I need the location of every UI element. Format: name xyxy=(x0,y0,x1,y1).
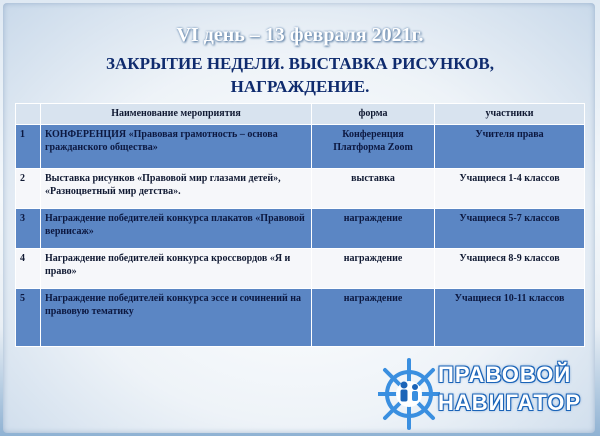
row-form: награждение xyxy=(312,249,435,289)
header-num xyxy=(16,104,41,125)
row-participants: Учащиеся 8-9 классов xyxy=(435,249,585,289)
header-participants: участники xyxy=(435,104,585,125)
row-num: 3 xyxy=(16,209,41,249)
row-event: Награждение победителей конкурса кроссвордов «Я и право» xyxy=(41,249,312,289)
logo-word-1: ПРАВОВОЙ xyxy=(438,362,572,387)
header-event: Наименование мероприятия xyxy=(41,104,312,125)
ship-wheel-icon xyxy=(378,354,440,432)
row-event: Выставка рисунков «Правовой мир глазами детей», «Разноцветный мир детства». xyxy=(41,169,312,209)
row-form: награждение xyxy=(312,209,435,249)
row-event: Награждение победителей конкурса эссе и сочинений на правовую тематику xyxy=(41,289,312,347)
table-row xyxy=(16,289,585,347)
table-row xyxy=(16,125,585,169)
slide-title-date: VI день – 13 февраля 2021г. xyxy=(176,24,424,46)
slide-subtitle xyxy=(0,52,600,98)
table-row xyxy=(16,169,585,209)
logo-word-2: НАВИГАТОР xyxy=(438,390,582,415)
row-num: 4 xyxy=(16,249,41,289)
header-form: форма xyxy=(312,104,435,125)
row-form-line2: Платформа Zoom xyxy=(333,142,413,153)
row-num: 1 xyxy=(16,125,41,169)
row-form: награждение xyxy=(312,289,435,347)
row-num: 2 xyxy=(16,169,41,209)
row-participants: Учащиеся 1-4 классов xyxy=(435,169,585,209)
row-event: Награждение победителей конкурса плакатов «Правовой вернисаж» xyxy=(41,209,312,249)
subtitle-line-2: НАГРАЖДЕНИЕ. xyxy=(230,77,370,96)
subtitle-line-1: ЗАКРЫТИЕ НЕДЕЛИ. ВЫСТАВКА РИСУНКОВ, xyxy=(106,54,494,73)
row-form: выставка xyxy=(312,169,435,209)
table-row xyxy=(16,209,585,249)
schedule-table xyxy=(15,103,585,347)
row-participants: Учащиеся 10-11 классов xyxy=(435,289,585,347)
row-form-line1: Конференция xyxy=(342,129,404,140)
row-participants: Учащиеся 5-7 классов xyxy=(435,209,585,249)
table-row xyxy=(16,249,585,289)
row-num: 5 xyxy=(16,289,41,347)
row-participants: Учителя права xyxy=(435,125,585,169)
table-header-row xyxy=(16,104,585,125)
row-form xyxy=(312,125,435,169)
row-event: КОНФЕРЕНЦИЯ «Правовая грамотность – основа гражданского общества» xyxy=(41,125,312,169)
pravovoy-navigator-logo xyxy=(378,354,588,434)
